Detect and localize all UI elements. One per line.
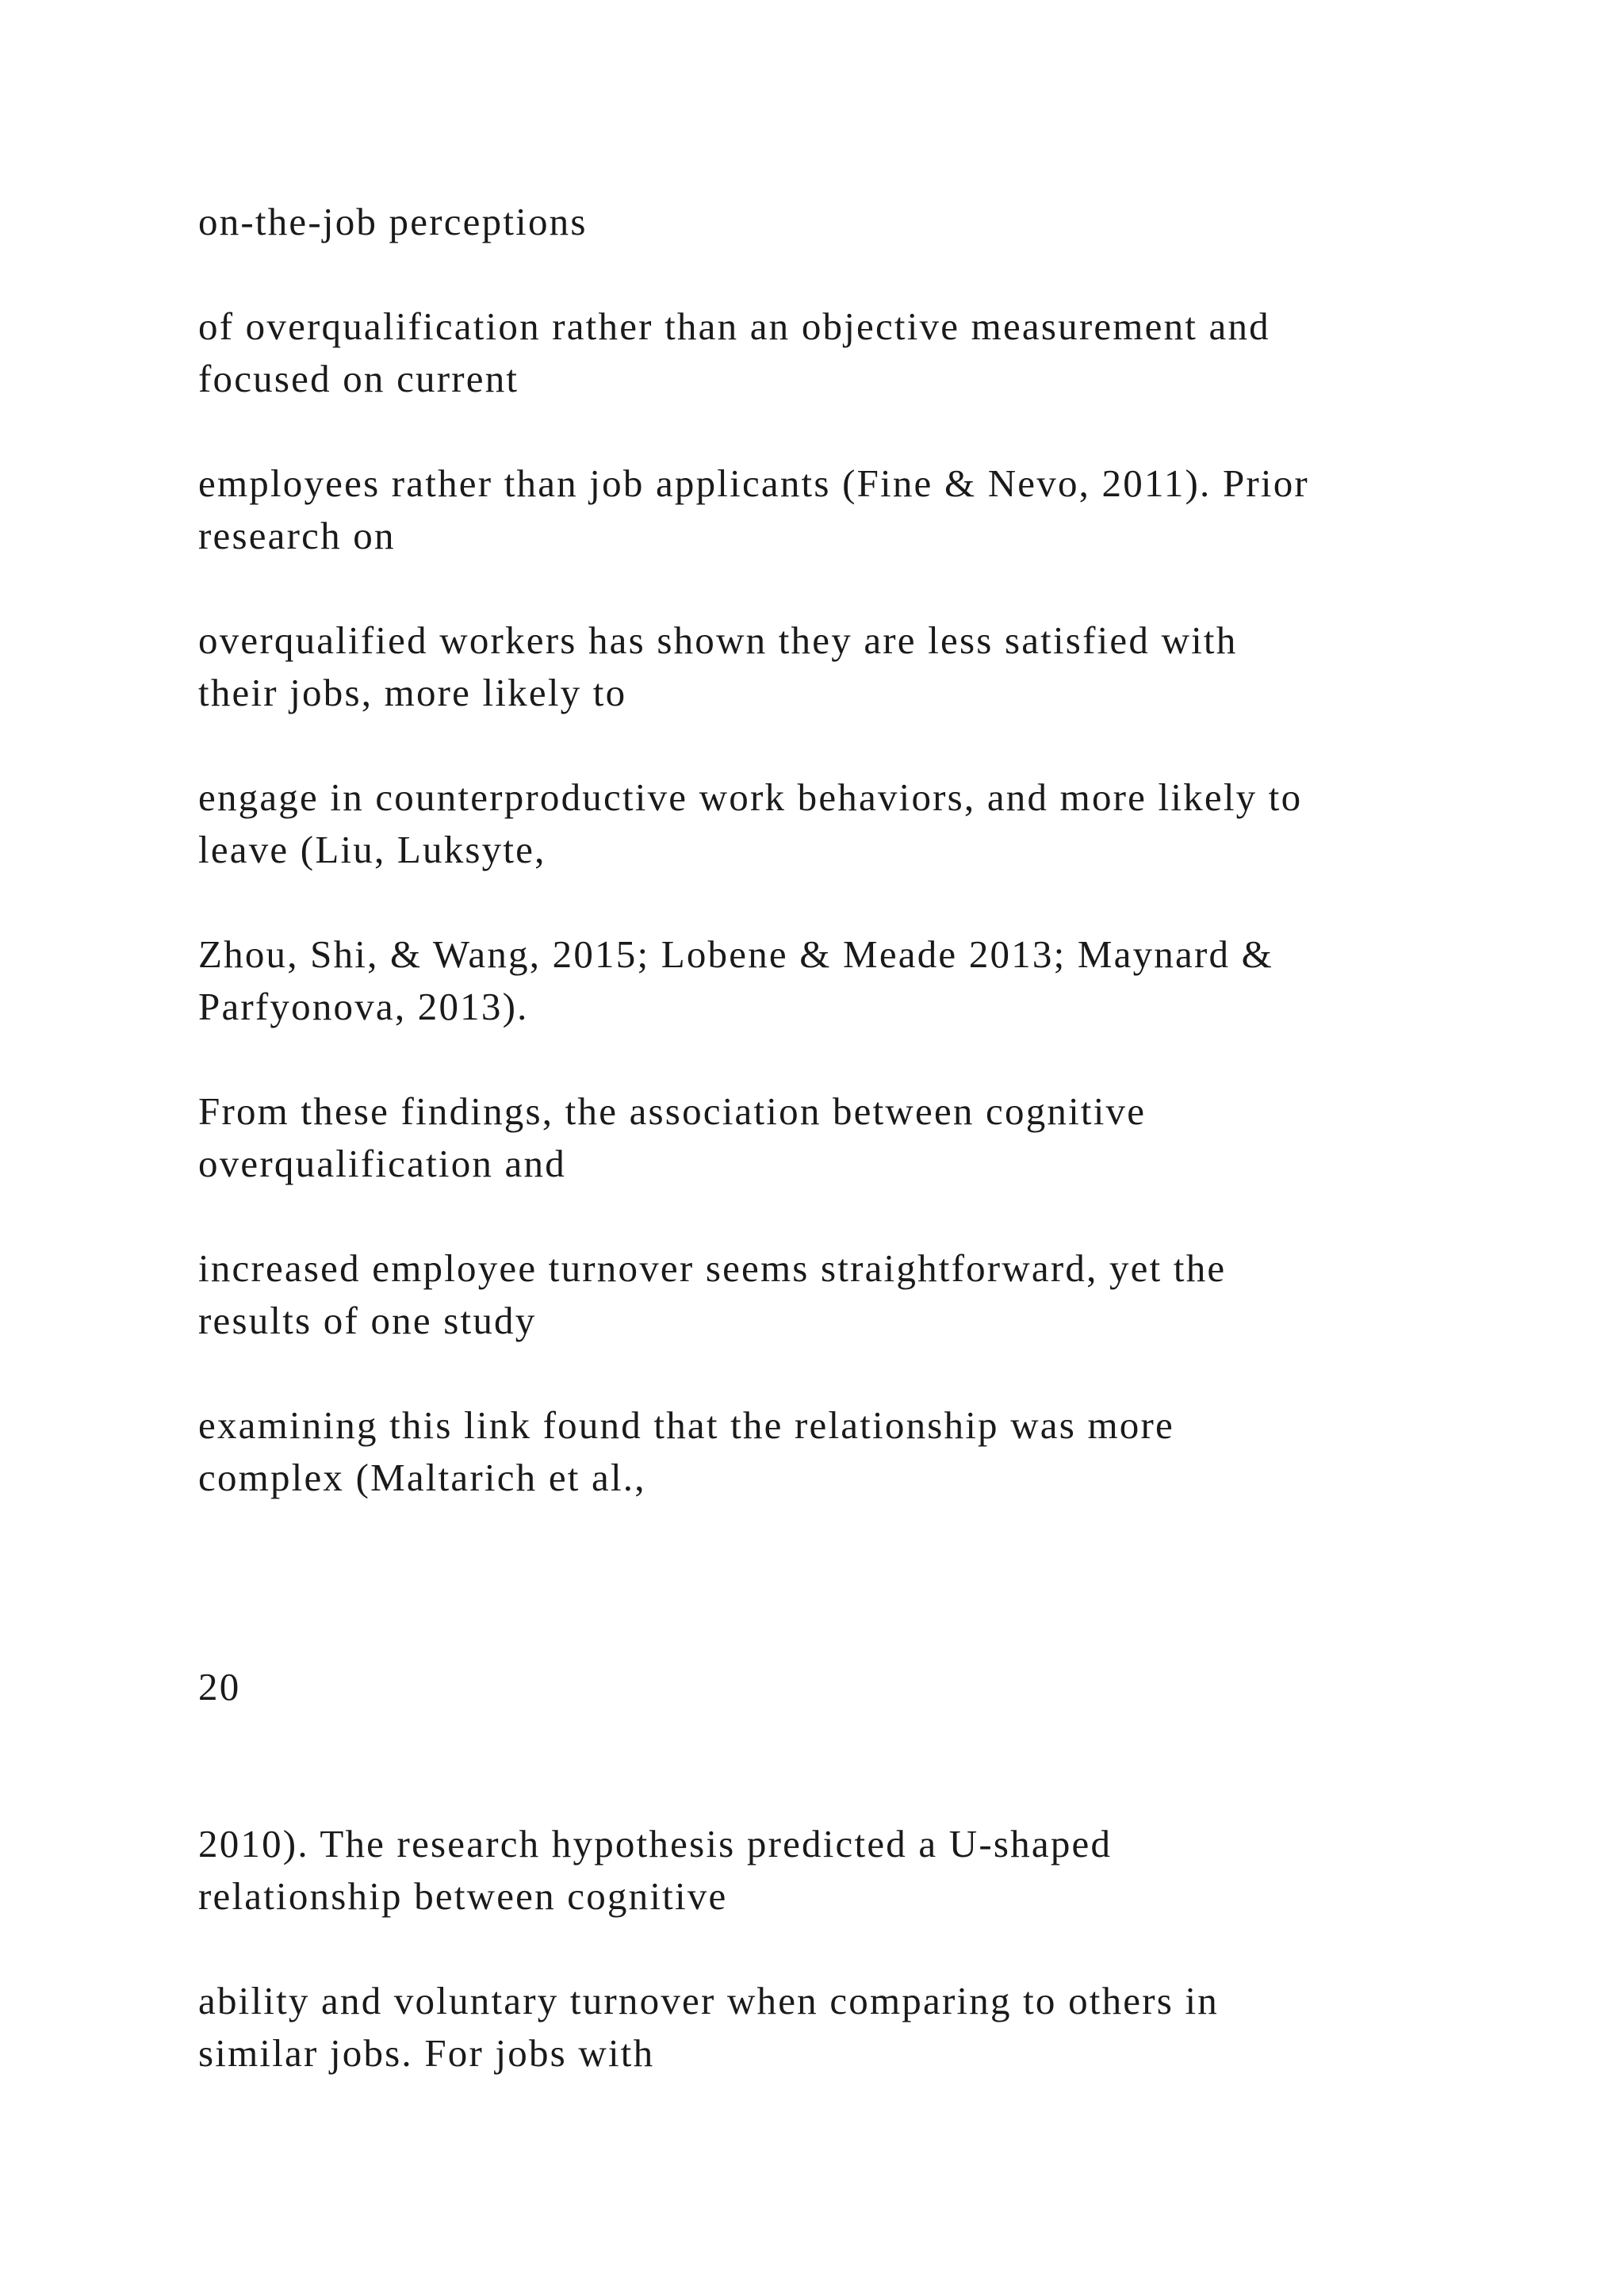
text-line: on-the-job perceptions [198,200,588,243]
text-line: From these findings, the association between cognitive [198,1089,1147,1133]
text-line: increased employee turnover seems straightforward, yet the [198,1246,1227,1290]
text-line: complex (Maltarich et al., [198,1456,646,1499]
text-line: relationship between cognitive [198,1874,728,1918]
text-line: similar jobs. For jobs with [198,2031,655,2075]
text-line: of overqualification rather than an objective measurement and [198,304,1270,348]
page-number: 20 [198,1665,241,1709]
text-line: leave (Liu, Luksyte, [198,828,546,871]
text-line: overqualified workers has shown they are less satisfied with [198,618,1238,662]
text-line: Parfyonova, 2013). [198,985,529,1028]
text-line: examining this link found that the relationship was more [198,1403,1174,1447]
text-line: focused on current [198,357,519,400]
text-line: 2010). The research hypothesis predicted a U-shaped [198,1822,1113,1866]
text-line: their jobs, more likely to [198,671,627,714]
text-line: research on [198,514,396,557]
text-line: engage in counterproductive work behaviors, and more likely to [198,775,1303,819]
text-line: ability and voluntary turnover when comparing to others in [198,1979,1219,2022]
text-line: employees rather than job applicants (Fine & Nevo, 2011). Prior [198,461,1309,505]
text-line: results of one study [198,1299,537,1342]
text-line: overqualification and [198,1142,566,1185]
text-line: Zhou, Shi, & Wang, 2015; Lobene & Meade 2013; Maynard & [198,932,1274,976]
